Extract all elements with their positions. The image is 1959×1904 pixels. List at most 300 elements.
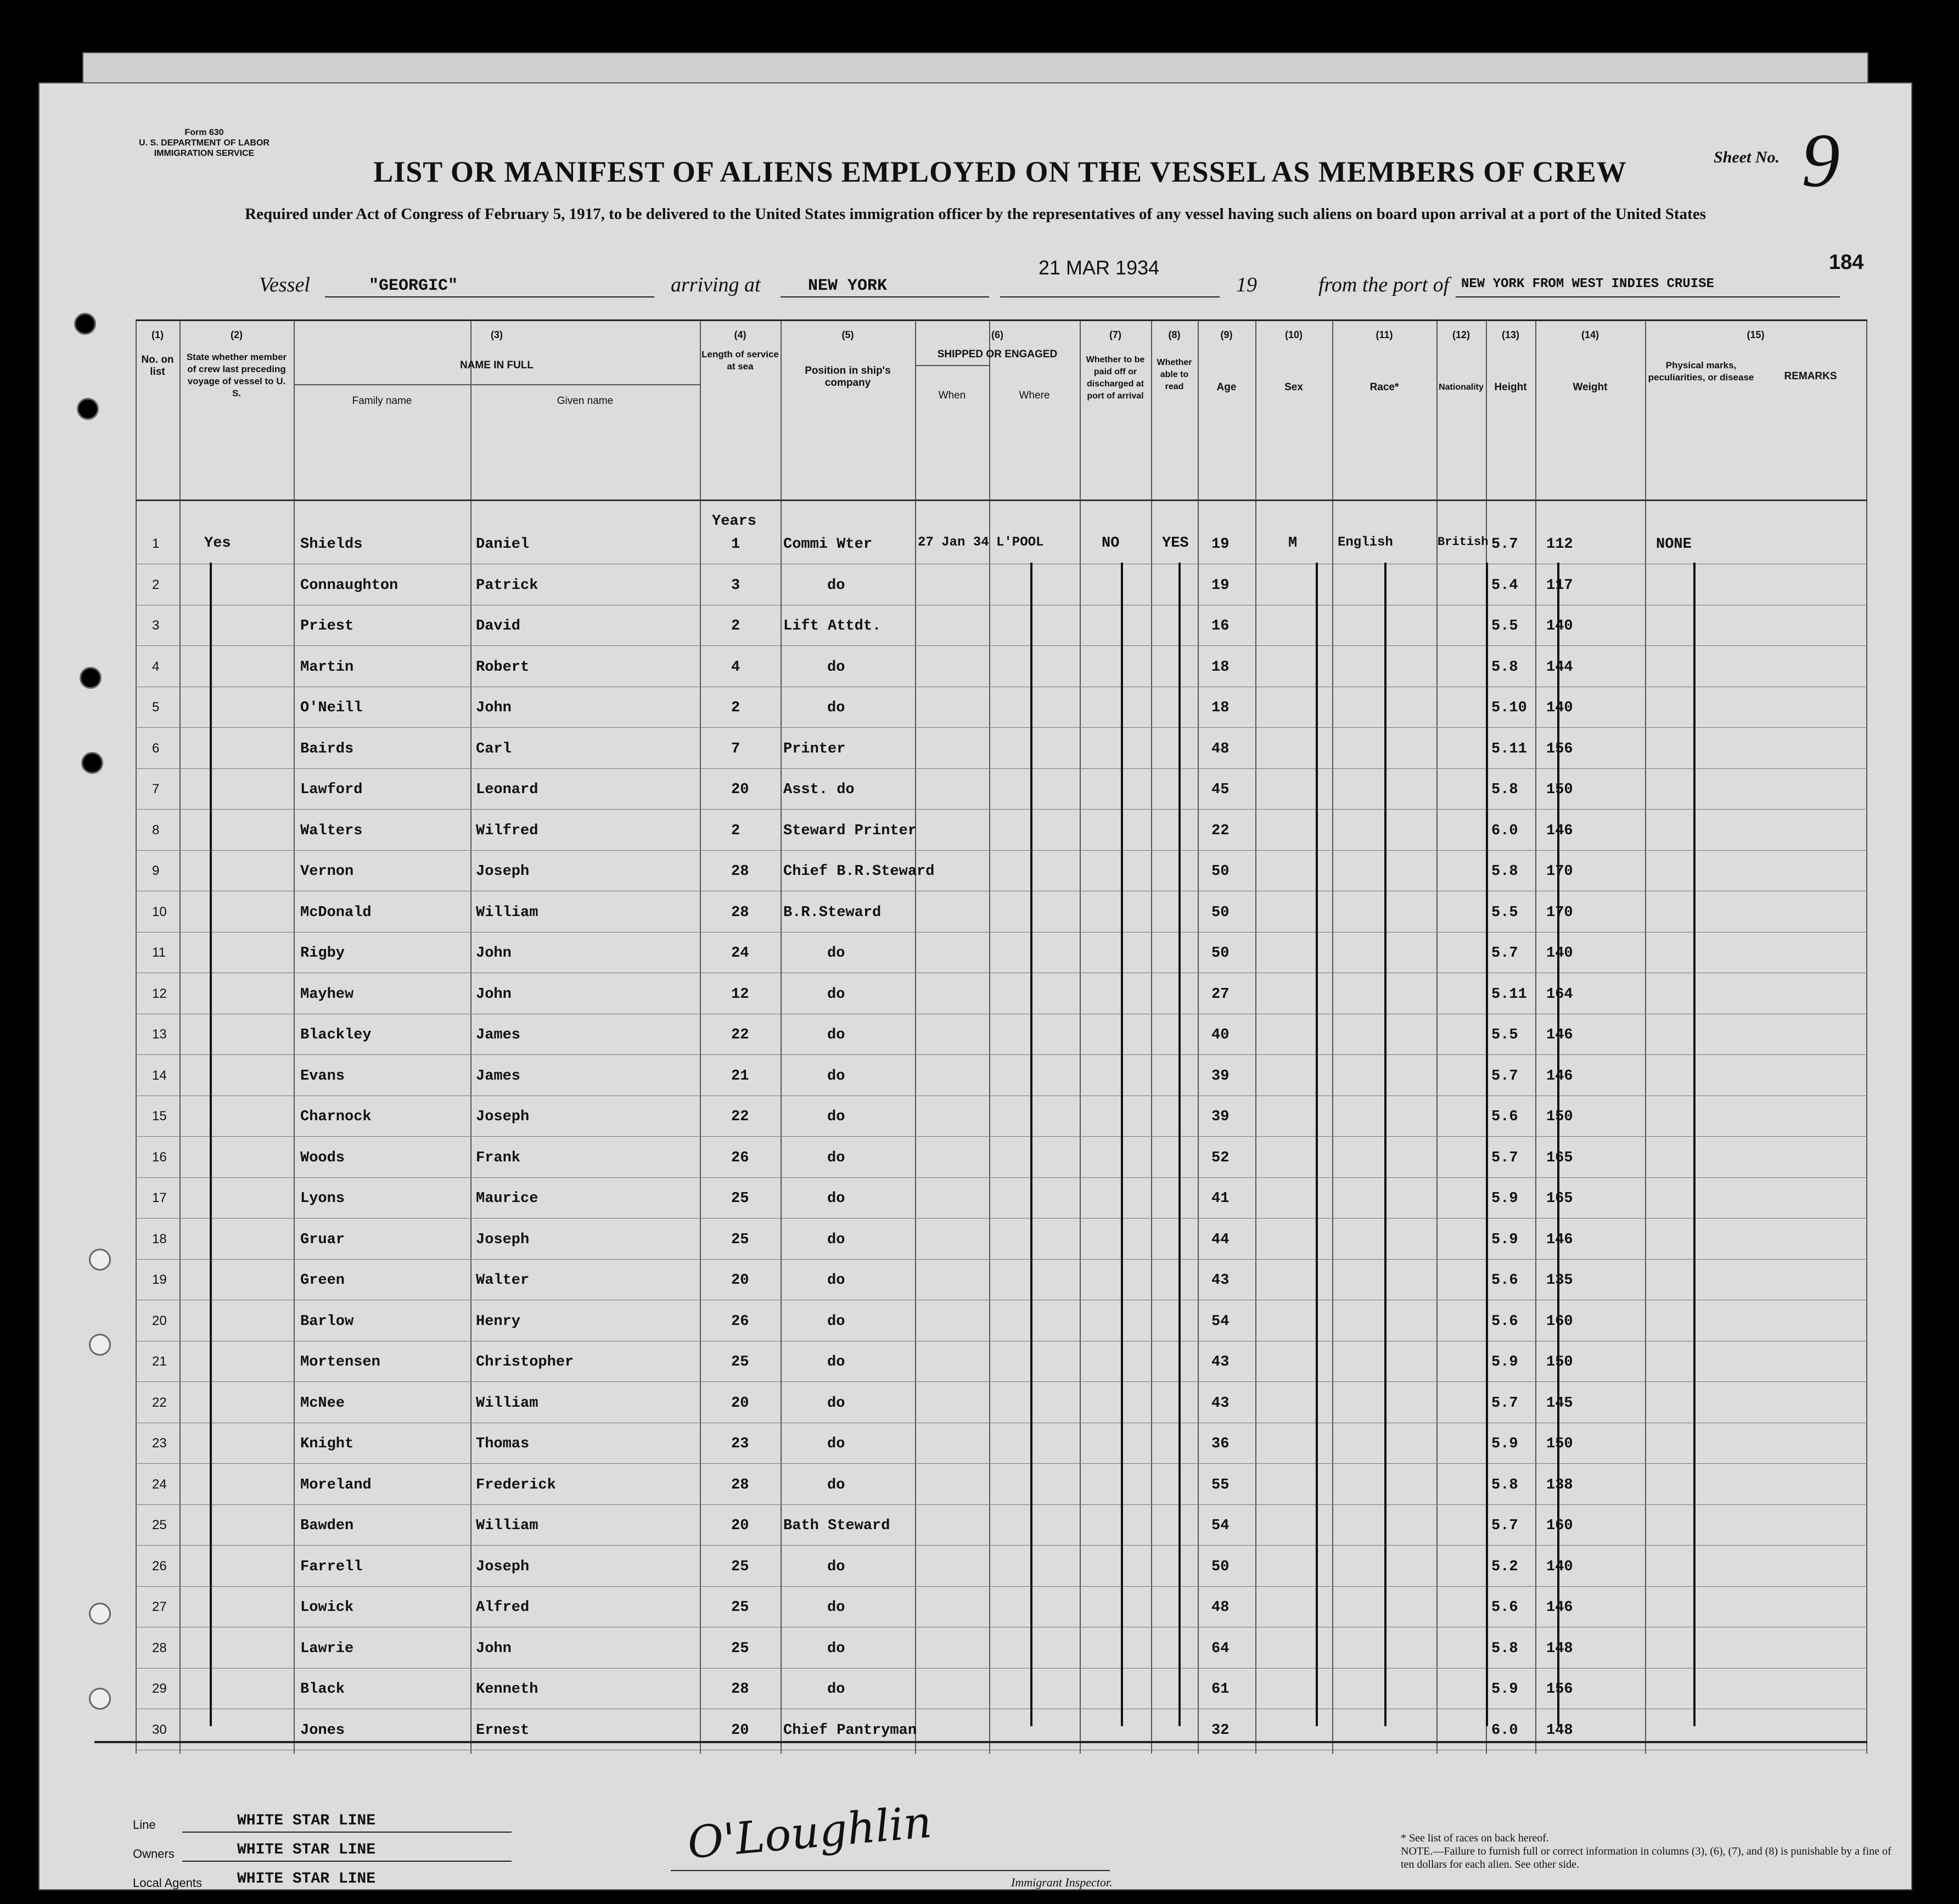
line-label: Line — [133, 1818, 156, 1832]
family-name-cell: Shields — [300, 536, 363, 553]
height-cell: 5.6 — [1491, 1272, 1518, 1289]
position-cell: do — [827, 1599, 845, 1616]
given-name-cell: Leonard — [476, 782, 538, 798]
age-cell: 61 — [1211, 1681, 1230, 1698]
row-number: 14 — [152, 1068, 167, 1083]
nationality-value: British — [1438, 535, 1489, 549]
family-name-cell: Jones — [300, 1722, 345, 1739]
service-years-cell: 25 — [731, 1190, 749, 1207]
footnote-block — [1401, 1832, 1895, 1871]
family-name-cell: O'Neill — [300, 700, 363, 716]
weight-cell: 156 — [1546, 1681, 1573, 1698]
given-name-cell: Patrick — [476, 577, 538, 594]
header-family-name: Family name — [352, 395, 412, 407]
age-cell: 52 — [1211, 1149, 1230, 1166]
weight-cell: 146 — [1546, 1027, 1573, 1043]
family-name-cell: Connaughton — [300, 577, 398, 594]
form-number: Form 630 — [184, 128, 224, 137]
given-name-cell: John — [476, 1640, 512, 1657]
position-cell: Commi Wter — [783, 536, 873, 553]
owners-value: WHITE STAR LINE — [237, 1841, 376, 1858]
service-years-cell: 21 — [731, 1068, 749, 1085]
age-cell: 50 — [1211, 1558, 1230, 1575]
family-name-cell: Evans — [300, 1068, 345, 1085]
ditto-line — [1557, 563, 1559, 1726]
age-cell: 54 — [1211, 1313, 1230, 1330]
position-cell: do — [827, 1354, 845, 1371]
position-cell: do — [827, 1027, 845, 1043]
age-cell: 55 — [1211, 1476, 1230, 1493]
position-cell: do — [827, 1068, 845, 1085]
ditto-line — [1693, 563, 1696, 1726]
crew-last-voyage-value: Yes — [204, 535, 231, 552]
family-name-cell: McNee — [300, 1395, 345, 1412]
row-number: 19 — [152, 1272, 167, 1287]
position-cell: do — [827, 1640, 845, 1657]
height-cell: 5.9 — [1491, 1190, 1518, 1207]
service-years-cell: 25 — [731, 1231, 749, 1248]
weight-cell: 148 — [1546, 1722, 1573, 1739]
from-port: NEW YORK FROM WEST INDIES CRUISE — [1461, 277, 1714, 291]
given-name-cell: Joseph — [476, 863, 530, 880]
age-cell: 50 — [1211, 904, 1230, 921]
position-cell: Bath Steward — [783, 1518, 890, 1534]
row-number: 22 — [152, 1395, 167, 1410]
given-name-cell: Alfred — [476, 1599, 530, 1616]
row-number: 27 — [152, 1599, 167, 1614]
family-name-cell: Martin — [300, 659, 354, 676]
weight-cell: 170 — [1546, 863, 1573, 880]
local-agents-label: Local Agents — [133, 1876, 202, 1890]
header-where: Where — [1019, 390, 1050, 401]
family-name-cell: Farrell — [300, 1558, 363, 1575]
binder-hole — [74, 313, 96, 335]
family-name-cell: Black — [300, 1681, 345, 1698]
given-name-cell: Joseph — [476, 1231, 530, 1248]
weight-cell: 144 — [1546, 659, 1573, 676]
header-paid-off: Whether to be paid off or discharged at port of arrival — [1086, 355, 1145, 401]
given-name-cell: Joseph — [476, 1558, 530, 1575]
position-cell: do — [827, 1681, 845, 1698]
ditto-line — [1178, 563, 1181, 1726]
height-cell: 5.5 — [1491, 618, 1518, 634]
family-name-cell: Green — [300, 1272, 345, 1289]
height-cell: 6.0 — [1491, 822, 1518, 839]
row-number: 8 — [152, 822, 160, 838]
weight-cell: 140 — [1546, 700, 1573, 716]
sheet-number-value: 9 — [1801, 118, 1840, 203]
colnum-3: (3) — [491, 329, 503, 340]
colnum-13: (13) — [1501, 329, 1519, 340]
given-name-cell: William — [476, 1395, 538, 1412]
service-years-cell: 23 — [731, 1436, 749, 1452]
service-years-cell: 4 — [731, 659, 740, 676]
weight-cell: 156 — [1546, 740, 1573, 757]
vessel-label: Vessel — [259, 273, 310, 296]
service-name: IMMIGRATION SERVICE — [154, 149, 255, 158]
family-name-cell: Lawford — [300, 782, 363, 798]
service-years-cell: 28 — [731, 904, 749, 921]
age-cell: 39 — [1211, 1109, 1230, 1125]
crew-table — [136, 319, 1867, 1754]
height-cell: 5.7 — [1491, 945, 1518, 962]
ditto-line — [1316, 563, 1318, 1726]
row-number: 12 — [152, 986, 167, 1001]
header-service-length: Length of service at sea — [701, 349, 779, 372]
position-cell: do — [827, 577, 845, 594]
position-cell: do — [827, 1558, 845, 1575]
family-name-cell: Blackley — [300, 1027, 372, 1043]
binder-hole — [89, 1688, 111, 1710]
age-cell: 43 — [1211, 1354, 1230, 1371]
given-name-cell: Robert — [476, 659, 530, 676]
row-number: 10 — [152, 904, 167, 919]
service-years-cell: 3 — [731, 577, 740, 594]
weight-cell: 146 — [1546, 822, 1573, 839]
binder-hole — [89, 1603, 111, 1625]
position-cell: do — [827, 1109, 845, 1125]
service-years-cell: 12 — [731, 986, 749, 1003]
header-no-on-list: No. on list — [141, 354, 174, 378]
height-cell: 5.2 — [1491, 1558, 1518, 1575]
row-number: 29 — [152, 1681, 167, 1696]
age-cell: 22 — [1211, 822, 1230, 839]
service-years-cell: 28 — [731, 1476, 749, 1493]
header-physical-marks: Physical marks, peculiarities, or disease — [1648, 360, 1754, 383]
age-cell: 16 — [1211, 618, 1230, 634]
row-number: 24 — [152, 1476, 167, 1492]
row-number: 6 — [152, 740, 160, 756]
header-weight: Weight — [1573, 381, 1608, 393]
colnum-8: (8) — [1168, 329, 1181, 340]
service-years-cell: 20 — [731, 782, 749, 798]
from-port-label: from the port of — [1318, 273, 1450, 296]
weight-cell: 140 — [1546, 1558, 1573, 1575]
able-to-read-value: YES — [1162, 535, 1189, 552]
row-number: 17 — [152, 1190, 167, 1205]
service-years-cell: 2 — [731, 700, 740, 716]
physical-marks-value: NONE — [1656, 536, 1692, 553]
age-cell: 39 — [1211, 1068, 1230, 1085]
height-cell: 5.5 — [1491, 904, 1518, 921]
weight-cell: 140 — [1546, 945, 1573, 962]
position-cell: do — [827, 700, 845, 716]
colnum-5: (5) — [841, 329, 854, 340]
service-years-cell: 20 — [731, 1722, 749, 1739]
service-years-cell: 25 — [731, 1599, 749, 1616]
service-years-cell: 26 — [731, 1149, 749, 1166]
row-number: 4 — [152, 659, 160, 674]
service-years-cell: 20 — [731, 1518, 749, 1534]
header-given-name: Given name — [557, 395, 614, 407]
family-name-cell: Vernon — [300, 863, 354, 880]
family-name-cell: Priest — [300, 618, 354, 634]
binder-hole — [89, 1334, 111, 1356]
age-cell: 41 — [1211, 1190, 1230, 1207]
owners-label: Owners — [133, 1847, 175, 1861]
arriving-label: arriving at — [671, 273, 761, 296]
given-name-cell: Henry — [476, 1313, 521, 1330]
height-cell: 5.7 — [1491, 1149, 1518, 1166]
colnum-7: (7) — [1109, 329, 1121, 340]
given-name-cell: David — [476, 618, 521, 634]
header-age: Age — [1216, 381, 1237, 393]
header-last-voyage: State whether member of crew last preceding voyage of vessel to U. S. — [186, 352, 287, 398]
position-cell: do — [827, 1149, 845, 1166]
header-race: Race* — [1369, 381, 1399, 393]
ditto-line — [1030, 563, 1032, 1726]
service-years-cell: 22 — [731, 1027, 749, 1043]
age-cell: 43 — [1211, 1272, 1230, 1289]
given-name-cell: Ernest — [476, 1722, 530, 1739]
weight-cell: 170 — [1546, 904, 1573, 921]
given-name-cell: John — [476, 945, 512, 962]
colnum-10: (10) — [1284, 329, 1303, 340]
height-cell: 6.0 — [1491, 1722, 1518, 1739]
row-number: 30 — [152, 1722, 167, 1737]
family-name-cell: Rigby — [300, 945, 345, 962]
sheet-count-stamp: 184 — [1829, 251, 1864, 274]
age-cell: 50 — [1211, 945, 1230, 962]
family-name-cell: Moreland — [300, 1476, 372, 1493]
family-name-cell: Mortensen — [300, 1354, 380, 1371]
weight-cell: 165 — [1546, 1149, 1573, 1166]
weight-cell: 148 — [1546, 1640, 1573, 1657]
position-cell: Printer — [783, 740, 846, 757]
colnum-4: (4) — [734, 329, 746, 340]
row-number: 28 — [152, 1640, 167, 1655]
age-cell: 45 — [1211, 782, 1230, 798]
row-number: 26 — [152, 1558, 167, 1574]
race-footnote: * See list of races on back hereof. — [1401, 1832, 1549, 1844]
weight-cell: 165 — [1546, 1190, 1573, 1207]
binder-hole — [77, 398, 99, 420]
ditto-line — [210, 563, 212, 1726]
vessel-name: "GEORGIC" — [369, 277, 458, 295]
row-number: 11 — [152, 945, 166, 960]
service-years-cell: 25 — [731, 1640, 749, 1657]
position-cell: Steward Printer — [783, 822, 917, 839]
weight-cell: 138 — [1546, 1476, 1573, 1493]
weight-cell: 112 — [1546, 536, 1573, 553]
inspector-signature: O'Loughlin — [685, 1796, 934, 1869]
family-name-cell: Mayhew — [300, 986, 354, 1003]
shipped-when-value: 27 Jan 34 — [918, 535, 989, 550]
weight-cell: 135 — [1546, 1272, 1573, 1289]
colnum-1: (1) — [151, 329, 164, 340]
age-cell: 48 — [1211, 740, 1230, 757]
weight-cell: 150 — [1546, 1436, 1573, 1452]
given-name-cell: Frank — [476, 1149, 521, 1166]
height-cell: 5.9 — [1491, 1681, 1518, 1698]
row-number: 9 — [152, 863, 160, 878]
given-name-cell: Wilfred — [476, 822, 538, 839]
colnum-15: (15) — [1747, 329, 1765, 340]
form-subtitle: Required under Act of Congress of February 5, 1917, to be delivered to the United States immigration officer by the representatives of any vessel having such aliens on board upon arrival at a port of the United States — [245, 205, 1706, 223]
header-shipped-engaged: SHIPPED OR ENGAGED — [937, 349, 1058, 360]
service-years-cell: 2 — [731, 822, 740, 839]
height-cell: 5.7 — [1491, 536, 1518, 553]
position-cell: do — [827, 1313, 845, 1330]
age-cell: 18 — [1211, 700, 1230, 716]
height-cell: 5.7 — [1491, 1518, 1518, 1534]
year-label: 19 — [1236, 273, 1257, 296]
height-cell: 5.10 — [1491, 700, 1527, 716]
ditto-line — [1384, 563, 1387, 1726]
row-number: 21 — [152, 1354, 167, 1369]
service-years-cell: 24 — [731, 945, 749, 962]
weight-cell: 146 — [1546, 1068, 1573, 1085]
age-cell: 32 — [1211, 1722, 1230, 1739]
binder-hole — [80, 667, 102, 689]
age-cell: 44 — [1211, 1231, 1230, 1248]
position-cell: Chief B.R.Steward — [783, 863, 935, 880]
binder-hole — [81, 752, 103, 774]
colnum-12: (12) — [1452, 329, 1470, 340]
given-name-cell: Thomas — [476, 1436, 530, 1452]
row-number: 13 — [152, 1027, 167, 1042]
weight-cell: 146 — [1546, 1231, 1573, 1248]
position-cell: do — [827, 1395, 845, 1412]
position-cell: B.R.Steward — [783, 904, 882, 921]
height-cell: 5.4 — [1491, 577, 1518, 594]
given-name-cell: John — [476, 700, 512, 716]
age-cell: 19 — [1211, 577, 1230, 594]
service-years-cell: 22 — [731, 1109, 749, 1125]
height-cell: 5.6 — [1491, 1313, 1518, 1330]
weight-cell: 150 — [1546, 1354, 1573, 1371]
height-cell: 5.5 — [1491, 1027, 1518, 1043]
local-agents-value: WHITE STAR LINE — [237, 1871, 376, 1888]
family-name-cell: Woods — [300, 1149, 345, 1166]
colnum-6: (6) — [991, 329, 1003, 340]
header-able-to-read: Whether able to read — [1157, 358, 1192, 391]
colnum-2: (2) — [231, 329, 243, 340]
family-name-cell: Lyons — [300, 1190, 345, 1207]
arriving-port: NEW YORK — [808, 277, 888, 295]
header-nationality: Nationality — [1439, 383, 1484, 392]
colnum-9: (9) — [1220, 329, 1233, 340]
given-name-cell: William — [476, 1518, 538, 1534]
colnum-14: (14) — [1581, 329, 1599, 340]
row-number: 20 — [152, 1313, 167, 1328]
family-name-cell: Bawden — [300, 1518, 354, 1534]
header-height: Height — [1494, 381, 1527, 393]
given-name-cell: Christopher — [476, 1354, 574, 1371]
service-years-cell: 20 — [731, 1395, 749, 1412]
header-when: When — [938, 390, 966, 401]
height-cell: 5.6 — [1491, 1109, 1518, 1125]
years-unit: Years — [712, 513, 757, 530]
family-name-cell: Lawrie — [300, 1640, 354, 1657]
family-name-cell: Bairds — [300, 740, 354, 757]
age-cell: 48 — [1211, 1599, 1230, 1616]
weight-cell: 150 — [1546, 1109, 1573, 1125]
given-name-cell: Walter — [476, 1272, 530, 1289]
position-cell: Asst. do — [783, 782, 855, 798]
position-cell: do — [827, 945, 845, 962]
form-id-block — [111, 127, 298, 159]
age-cell: 36 — [1211, 1436, 1230, 1452]
height-cell: 5.8 — [1491, 782, 1518, 798]
height-cell: 5.9 — [1491, 1354, 1518, 1371]
weight-cell: 145 — [1546, 1395, 1573, 1412]
form-title: LIST OR MANIFEST OF ALIENS EMPLOYED ON THE VESSEL AS MEMBERS OF CREW — [373, 155, 1627, 188]
ditto-line — [1486, 563, 1488, 1726]
arrival-date-stamp: 21 MAR 1934 — [1039, 256, 1160, 279]
family-name-cell: McDonald — [300, 904, 372, 921]
given-name-cell: James — [476, 1068, 521, 1085]
ditto-line — [1121, 563, 1123, 1726]
department-name: U. S. DEPARTMENT OF LABOR — [139, 138, 270, 148]
position-cell: do — [827, 1231, 845, 1248]
given-name-cell: Kenneth — [476, 1681, 538, 1698]
position-cell: do — [827, 659, 845, 676]
service-years-cell: 7 — [731, 740, 740, 757]
manifest-sheet — [38, 82, 1912, 1890]
row-number: 25 — [152, 1518, 167, 1532]
fine-note: NOTE.—Failure to furnish full or correct information in columns (3), (6), (7), and (8) is punishable by a fine of ten dollars for each alien. See other side. — [1401, 1845, 1891, 1871]
weight-cell: 117 — [1546, 577, 1573, 594]
height-cell: 5.8 — [1491, 1476, 1518, 1493]
given-name-cell: John — [476, 986, 512, 1003]
row-number: 1 — [152, 536, 160, 551]
sex-value: M — [1288, 535, 1298, 552]
position-cell: Lift Attdt. — [783, 618, 882, 634]
line-value: WHITE STAR LINE — [237, 1812, 376, 1829]
row-number: 23 — [152, 1436, 167, 1451]
position-cell: do — [827, 1190, 845, 1207]
row-number: 18 — [152, 1231, 167, 1246]
row-number: 15 — [152, 1109, 167, 1124]
weight-cell: 140 — [1546, 618, 1573, 634]
colnum-11: (11) — [1376, 329, 1393, 340]
header-name-in-full: NAME IN FULL — [459, 360, 534, 371]
height-cell: 5.9 — [1491, 1231, 1518, 1248]
weight-cell: 164 — [1546, 986, 1573, 1003]
inspector-label: Immigrant Inspector. — [1011, 1875, 1113, 1889]
family-name-cell: Lowick — [300, 1599, 354, 1616]
age-cell: 18 — [1211, 659, 1230, 676]
given-name-cell: Maurice — [476, 1190, 538, 1207]
given-name-cell: Daniel — [476, 536, 530, 553]
age-cell: 40 — [1211, 1027, 1230, 1043]
shipped-where-value: L'POOL — [996, 535, 1044, 550]
height-cell: 5.8 — [1491, 863, 1518, 880]
family-name-cell: Barlow — [300, 1313, 354, 1330]
given-name-cell: Carl — [476, 740, 512, 757]
weight-cell: 160 — [1546, 1518, 1573, 1534]
family-name-cell: Charnock — [300, 1109, 372, 1125]
row-number: 5 — [152, 700, 160, 715]
row-number: 3 — [152, 618, 160, 633]
age-cell: 54 — [1211, 1518, 1230, 1534]
service-years-cell: 20 — [731, 1272, 749, 1289]
height-cell: 5.11 — [1491, 986, 1527, 1003]
header-sex: Sex — [1284, 381, 1303, 393]
header-position: Position in ship's company — [805, 365, 891, 389]
age-cell: 43 — [1211, 1395, 1230, 1412]
height-cell: 5.11 — [1491, 740, 1527, 757]
family-name-cell: Knight — [300, 1436, 354, 1452]
age-cell: 50 — [1211, 863, 1230, 880]
header-remarks: REMARKS — [1784, 370, 1837, 382]
height-cell: 5.8 — [1491, 1640, 1518, 1657]
position-cell: do — [827, 1272, 845, 1289]
height-cell: 5.8 — [1491, 659, 1518, 676]
given-name-cell: William — [476, 904, 538, 921]
service-years-cell: 2 — [731, 618, 740, 634]
